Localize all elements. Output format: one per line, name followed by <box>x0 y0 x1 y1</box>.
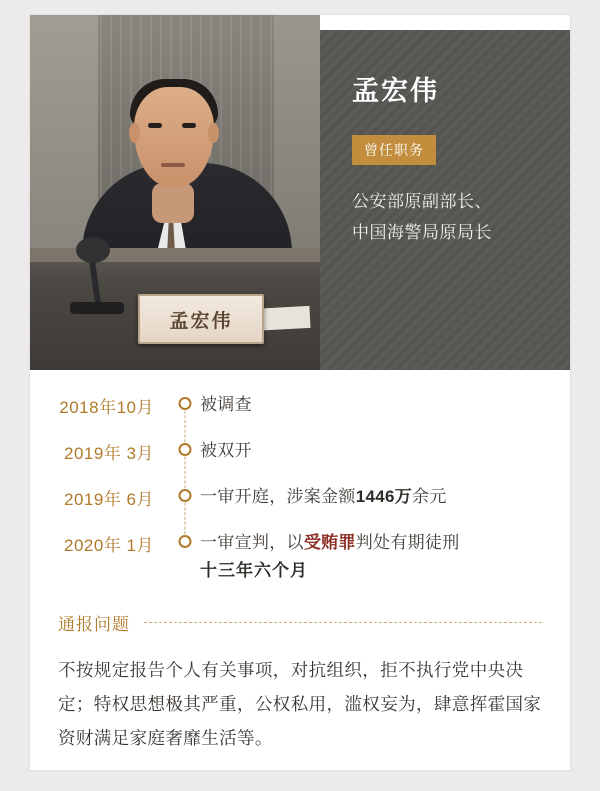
notice-divider <box>144 622 542 623</box>
name-title-panel <box>320 30 570 370</box>
timeline-axis <box>170 483 200 529</box>
person-mouth <box>161 163 185 167</box>
former-post-lines <box>352 187 570 248</box>
notice-section <box>30 610 570 755</box>
timeline-dot-icon <box>179 535 192 548</box>
person-eye-left <box>148 123 162 128</box>
timeline-text <box>200 391 570 419</box>
former-post-badge: 曾任职务 <box>352 135 436 165</box>
timeline-row <box>30 529 570 585</box>
timeline-text-part: 判处有期徒刑 <box>355 533 460 552</box>
timeline-row <box>30 437 570 483</box>
timeline-axis <box>170 529 200 585</box>
person-neck <box>152 183 194 223</box>
timeline-charge: 受贿罪 <box>303 533 356 552</box>
timeline-text <box>200 529 570 585</box>
timeline-row <box>30 391 570 437</box>
photo-canvas <box>30 15 320 370</box>
timeline-text-main: 被双开 <box>200 441 252 460</box>
timeline-amount: 1446万 <box>355 487 413 506</box>
timeline-text-part: 余元 <box>412 487 447 506</box>
desk-top-edge <box>30 248 320 262</box>
notice-body: 不按规定报告个人有关事项，对抗组织，拒不执行党中央决定；特权思想极其严重，公权私用，滥权妄为，肆意挥霍国家资财满足家庭奢靡生活等。 <box>58 660 542 749</box>
timeline-dot-icon <box>179 397 192 410</box>
timeline-date: 2020年 1月 <box>64 536 154 555</box>
notice-label: 通报问题 <box>58 615 130 634</box>
person-eye-right <box>182 123 196 128</box>
timeline-date: 2019年 3月 <box>64 444 154 463</box>
desk-nameplate-text: 孟宏伟 <box>169 310 233 332</box>
desk-nameplate <box>138 294 264 344</box>
microphone-base <box>70 302 124 314</box>
timeline-row <box>30 483 570 529</box>
microphone-head <box>76 237 110 263</box>
former-post-line-1: 公安部原副部长、 <box>352 192 492 211</box>
timeline-text-part: 一审开庭，涉案金额 <box>200 487 356 506</box>
timeline <box>30 373 570 585</box>
timeline-date: 2019年 6月 <box>64 490 154 509</box>
timeline-dot-icon <box>179 489 192 502</box>
person-name: 孟宏伟 <box>352 76 439 106</box>
person-ear-right <box>208 123 219 143</box>
notice-header <box>58 610 542 635</box>
timeline-dot-icon <box>179 443 192 456</box>
official-photo <box>30 15 320 370</box>
timeline-axis <box>170 437 200 483</box>
profile-card <box>30 15 570 770</box>
timeline-text <box>200 437 570 465</box>
timeline-date: 2018年10月 <box>59 398 154 417</box>
former-post-line-2: 中国海警局原局长 <box>352 222 492 242</box>
timeline-sentence-length: 十三年六个月 <box>200 561 308 581</box>
timeline-text-part: 一审宣判，以 <box>200 533 304 552</box>
timeline-axis <box>170 391 200 437</box>
timeline-text-main: 被调查 <box>200 395 252 414</box>
timeline-text <box>200 483 570 511</box>
person-ear-left <box>129 123 140 143</box>
